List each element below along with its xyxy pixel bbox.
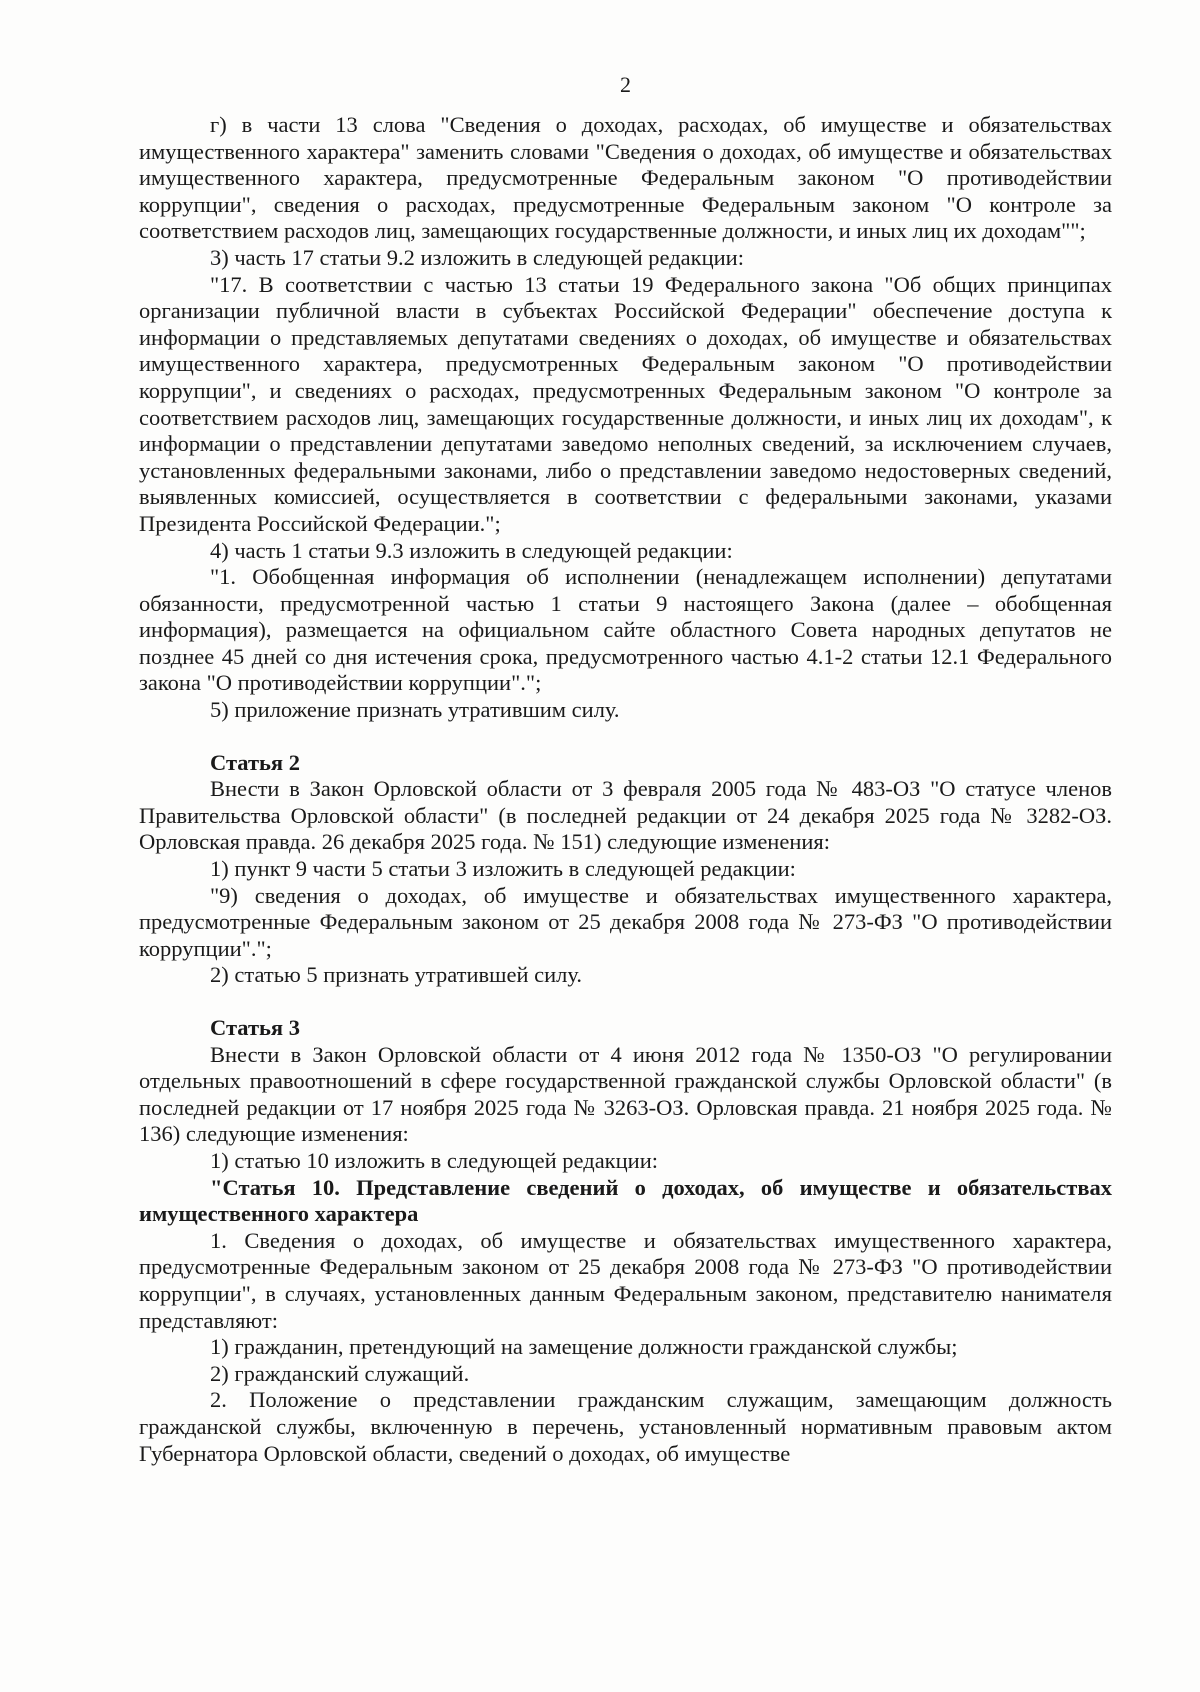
article-2-heading: Статья 2 <box>210 749 300 775</box>
article-10-part-1-item-2: 2) гражданский служащий. <box>210 1360 470 1386</box>
article-3-heading: Статья 3 <box>210 1015 300 1040</box>
amendment-item-5: 5) приложение признать утратившим силу. <box>210 697 620 723</box>
amendment-item-3: 3) часть 17 статьи 9.2 изложить в следующей редакции: <box>210 244 744 270</box>
article-10-part-2: 2. Положение о представлении гражданским служащим, замещающим должность гражданской службы, включенную в перечень, установленный нормативным правовым актом Губернатора Орловской области, сведений о доходах, об имуществе <box>139 1387 1112 1466</box>
amendment-text-1: "1. Обобщенная информация об исполнении (ненадлежащем исполнении) депутатами обязанности, предусмотренной частью 1 статьи 9 настоящего Закона (далее – обобщенная информация), размещается на официальном сайте областного Совета народных депутатов не позднее 45 дней со дня истечения срока, предусмотренного частью 4.1-2 статьи 12.1 Федерального закона "О противодействии коррупции"."; <box>139 564 1112 696</box>
article-2-item-1: 1) пункт 9 части 5 статьи 3 изложить в следующей редакции: <box>210 856 796 882</box>
article-3-intro: Внести в Закон Орловской области от 4 июня 2012 года № 1350-ОЗ "О регулировании отдельных правоотношений в сфере государственной гражданской службы Орловской области" (в последней редакции от 17 ноября 2025 года № 3263-ОЗ. Орловская правда. 21 ноября 2025 года. № 136) следующие изменения: <box>139 1041 1112 1147</box>
section-spacer <box>139 989 1112 1015</box>
amendment-item-4: 4) часть 1 статьи 9.3 изложить в следующей редакции: <box>210 537 733 563</box>
section-spacer <box>139 724 1112 750</box>
amendment-paragraph-g: г) в части 13 слова "Сведения о доходах, расходах, об имуществе и обязательствах имущественного характера" заменить словами "Сведения о доходах, об имуществе и обязательствах имущественного характера, предусмотренные Федеральным законом "О противодействии коррупции", сведения о расходах, предусмотренные Федеральным законом "О контроле за соответствием расходов лиц, замещающих государственные должности, и иных лиц их доходам""; <box>139 112 1112 244</box>
article-10-part-1: 1. Сведения о доходах, об имуществе и обязательствах имущественного характера, предусмотренные Федеральным законом от 25 декабря 2008 года № 273-ФЗ "О противодействии коррупции", в случаях, установленных данным Федеральным законом, представителю нанимателя представляют: <box>139 1227 1112 1333</box>
page-number: 2 <box>620 72 631 97</box>
article-2-intro: Внести в Закон Орловской области от 3 февраля 2005 года № 483-ОЗ "О статусе членов Правительства Орловской области" (в последней редакции от 24 декабря 2025 года № 3282-ОЗ. Орловская правда. 26 декабря 2025 года. № 151) следующие изменения: <box>139 776 1112 855</box>
article-10-heading: "Статья 10. Представление сведений о доходах, об имуществе и обязательствах имущественного характера <box>139 1174 1112 1227</box>
amendment-text-17: "17. В соответствии с частью 13 статьи 19 Федерального закона "Об общих принципах организации публичной власти в субъектах Российской Федерации" обеспечение доступа к информации о представляемых депутатами сведениях о доходах, об имуществе и обязательствах имущественного характера, предусмотренных Федеральным законом "О противодействии коррупции", и сведениях о расходах, предусмотренных Федеральным законом "О контроле за соответствием расходов лиц, замещающих государственные должности, и иных лиц их доходам", к информации о представлении депутатами заведомо неполных сведений, за исключением случаев, установленных федеральными законами, либо о представлении заведомо недостоверных сведений, выявленных комиссией, осуществляется в соответствии с федеральными законами, указами Президента Российской Федерации."; <box>139 271 1112 536</box>
article-10-part-1-item-1: 1) гражданин, претендующий на замещение должности гражданской службы; <box>210 1334 958 1360</box>
article-2-item-2: 2) статью 5 признать утратившей силу. <box>210 962 583 988</box>
article-2-item-9-text: "9) сведения о доходах, об имуществе и обязательствах имущественного характера, предусмотренные Федеральным законом от 25 декабря 2008 года № 273-ФЗ "О противодействии коррупции"."; <box>139 882 1112 961</box>
article-3-item-1: 1) статью 10 изложить в следующей редакции: <box>210 1147 658 1173</box>
